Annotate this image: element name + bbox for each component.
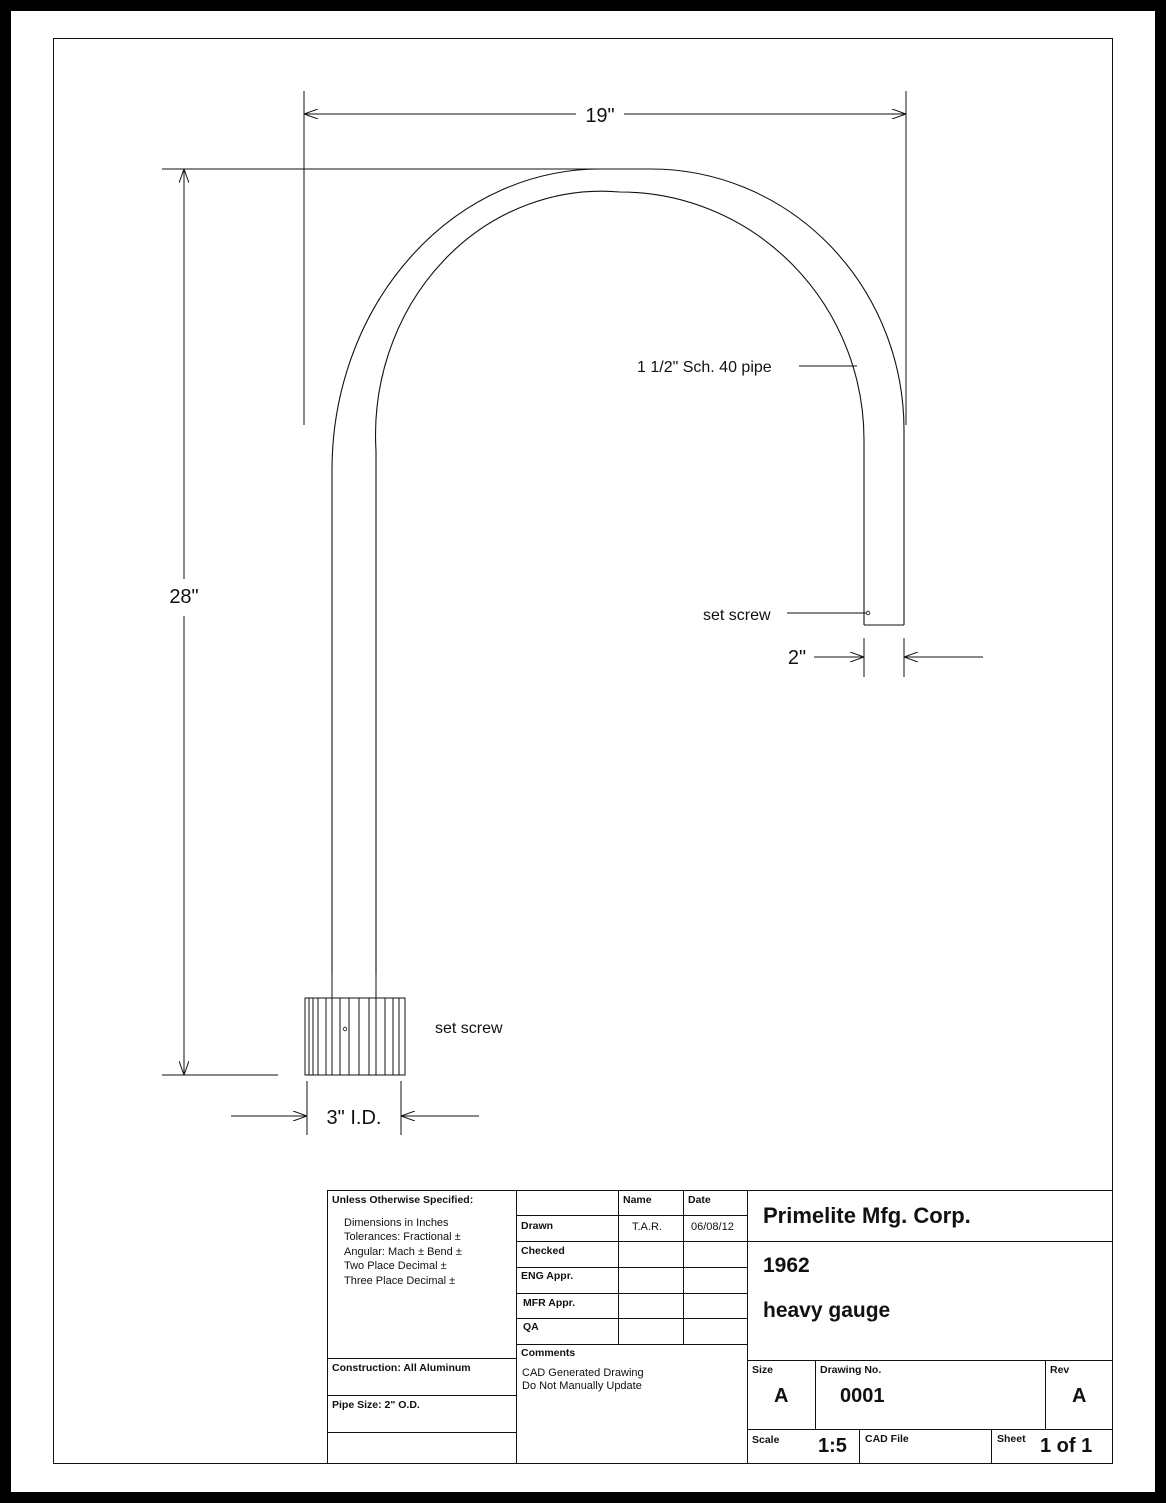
- base-collar: [305, 973, 405, 1075]
- row-label-drawn: Drawn: [521, 1220, 554, 1232]
- drawn-name: T.A.R.: [632, 1221, 662, 1233]
- scale-value: 1:5: [818, 1435, 847, 1457]
- drawing-sheet: [11, 11, 1155, 1492]
- size-value: A: [774, 1385, 789, 1407]
- cad-file-label: CAD File: [865, 1433, 909, 1445]
- spec-line: Dimensions in Inches: [344, 1217, 449, 1229]
- set-screw-base-dot: [343, 1027, 347, 1031]
- rev-value: A: [1072, 1385, 1087, 1407]
- comment-line: Do Not Manually Update: [522, 1380, 642, 1392]
- dimension-width-label: 19": [585, 105, 615, 127]
- spec-header: Unless Otherwise Specified:: [332, 1194, 474, 1206]
- row-label-qa: QA: [523, 1321, 539, 1333]
- spec-line: Angular: Mach ± Bend ±: [344, 1246, 462, 1258]
- drawn-date: 06/08/12: [691, 1221, 734, 1233]
- column-date-header: Date: [688, 1194, 711, 1206]
- comments-label: Comments: [521, 1347, 576, 1359]
- set-screw-base-note: set screw: [435, 1020, 503, 1037]
- rev-label: Rev: [1050, 1364, 1070, 1376]
- sheet-label: Sheet: [997, 1433, 1026, 1445]
- row-label-checked: Checked: [521, 1245, 565, 1257]
- scale-label: Scale: [752, 1434, 780, 1446]
- row-label-eng-appr: ENG Appr.: [521, 1270, 574, 1282]
- dimension-pipe-od: [814, 638, 983, 677]
- set-screw-top-dot: [866, 611, 870, 615]
- drawing-number-label: Drawing No.: [820, 1364, 882, 1376]
- row-label-mfr-appr: MFR Appr.: [523, 1297, 576, 1309]
- spec-line: Three Place Decimal ±: [344, 1275, 456, 1287]
- drawing-title-line2: heavy gauge: [763, 1299, 891, 1322]
- spec-line: Tolerances: Fractional ±: [344, 1231, 461, 1243]
- pipe-note: 1 1/2" Sch. 40 pipe: [637, 359, 772, 376]
- drawing-number-value: 0001: [840, 1385, 885, 1407]
- sheet-value: 1 of 1: [1040, 1435, 1093, 1457]
- dimension-height-label: 28": [169, 586, 199, 608]
- dimension-height: [162, 169, 601, 1075]
- dimension-pipe-od-label: 2": [787, 647, 807, 669]
- set-screw-top-note: set screw: [703, 607, 771, 624]
- size-label: Size: [752, 1364, 774, 1376]
- comment-line: CAD Generated Drawing: [522, 1367, 644, 1379]
- construction-note: Construction: All Aluminum: [332, 1362, 471, 1374]
- column-name-header: Name: [623, 1194, 652, 1206]
- spec-line: Two Place Decimal ±: [344, 1260, 447, 1272]
- dimension-width: [304, 91, 906, 425]
- pipe-outline: [332, 169, 904, 973]
- dimension-base-id-label: 3" I.D.: [326, 1107, 382, 1129]
- pipe-size-note: Pipe Size: 2" O.D.: [332, 1399, 420, 1411]
- title-block: [327, 1190, 1113, 1464]
- company-name: Primelite Mfg. Corp.: [763, 1203, 971, 1228]
- drawing-title-line1: 1962: [763, 1254, 810, 1277]
